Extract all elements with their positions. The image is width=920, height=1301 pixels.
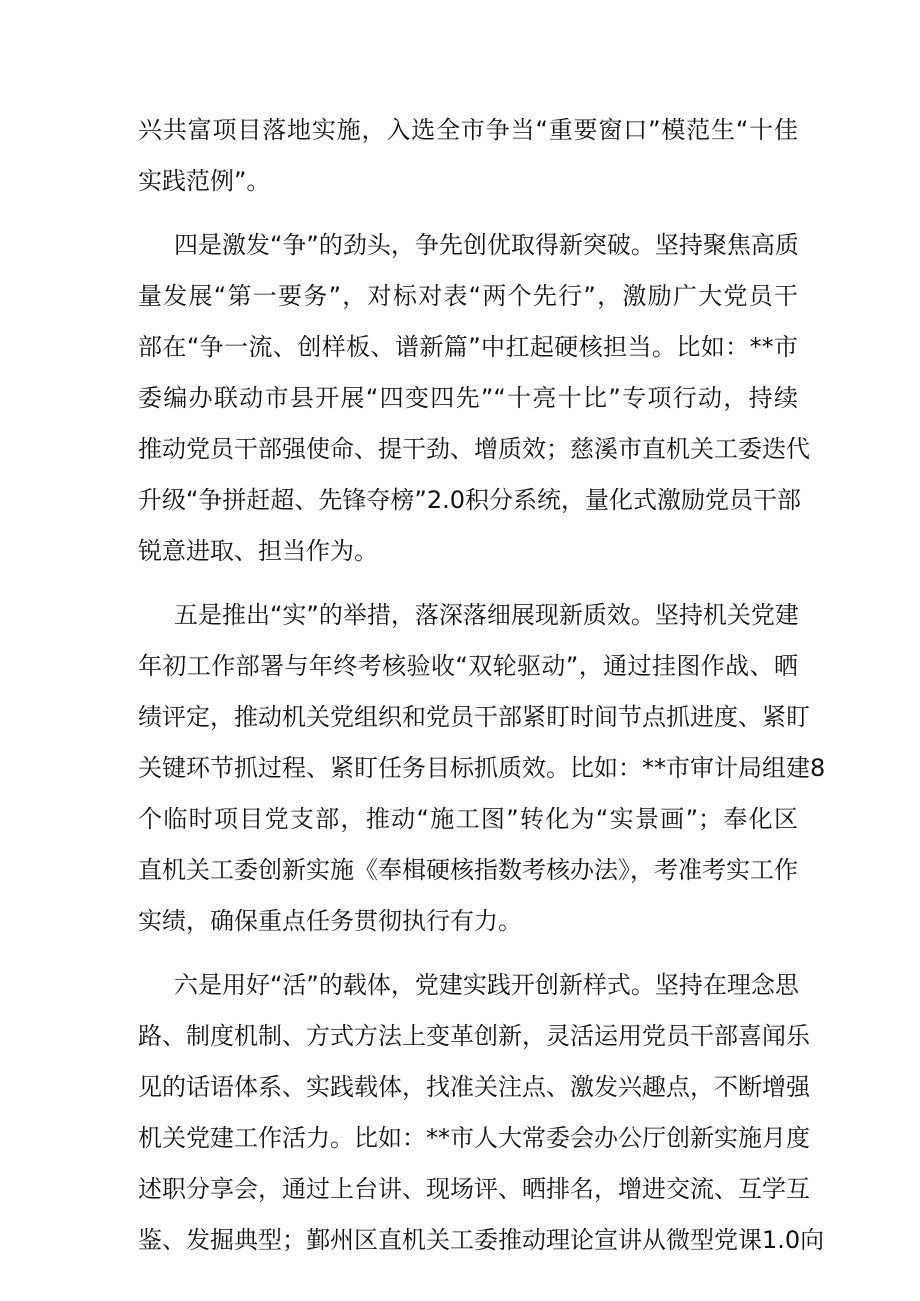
text-line: 量发展“第一要务”，对标对表“两个先行”，激励广大党员干 <box>138 282 798 310</box>
text-line: 个临时项目党支部，推动“施工图”转化为“实景画”；奉化区 <box>138 805 798 833</box>
paragraph-first-line: 五是推出“实”的举措，落深落细展现新质效。坚持机关党建 <box>174 601 799 629</box>
text-line: 锐意进取、担当作为。 <box>138 537 378 565</box>
text-line: 年初工作部署与年终考核验收“双轮驱动”，通过挂图作战、晒 <box>138 652 798 680</box>
text-line: 关键环节抓过程、紧盯任务目标抓质效。比如：**市审计局组建8 <box>138 754 826 782</box>
text-line: 述职分享会，通过上台讲、现场评、晒排名，增进交流、互学互 <box>138 1175 810 1203</box>
text-line: 实绩，确保重点任务贯彻执行有力。 <box>138 907 522 935</box>
text-line: 机关党建工作活力。比如：**市人大常委会办公厅创新实施月度 <box>138 1124 810 1152</box>
text-line: 兴共富项目落地实施，入选全市争当“重要窗口”模范生“十佳 <box>138 116 798 144</box>
text-line: 直机关工委创新实施《奉楫硬核指数考核办法》，考准考实工作 <box>138 856 798 884</box>
text-line: 推动党员干部强使命、提干劲、增质效；慈溪市直机关工委迭代 <box>138 435 810 463</box>
paragraph-first-line: 六是用好“活”的载体，党建实践开创新样式。坚持在理念思 <box>174 971 799 999</box>
text-line: 部在“争一流、创样板、谱新篇”中扛起硬核担当。比如：**市 <box>138 333 798 361</box>
text-line: 鉴、发掘典型；鄞州区直机关工委推动理论宣讲从微型党课1.0向 <box>138 1226 825 1254</box>
text-line: 见的话语体系、实践载体，找准关注点、激发兴趣点，不断增强 <box>138 1073 810 1101</box>
paragraph-first-line: 四是激发“争”的劲头，争先创优取得新突破。坚持聚焦高质 <box>174 231 799 259</box>
text-line: 委编办联动市县开展“四变四先”“十亮十比”专项行动，持续 <box>138 384 798 412</box>
text-line: 路、制度机制、方式方法上变革创新，灵活运用党员干部喜闻乐 <box>138 1022 810 1050</box>
text-line: 绩评定，推动机关党组织和党员干部紧盯时间节点抓进度、紧盯 <box>138 703 810 731</box>
text-line: 实践范例”。 <box>138 167 271 195</box>
text-line: 升级“争拼赶超、先锋夺榜”2.0积分系统，量化式激励党员干部 <box>138 486 802 514</box>
